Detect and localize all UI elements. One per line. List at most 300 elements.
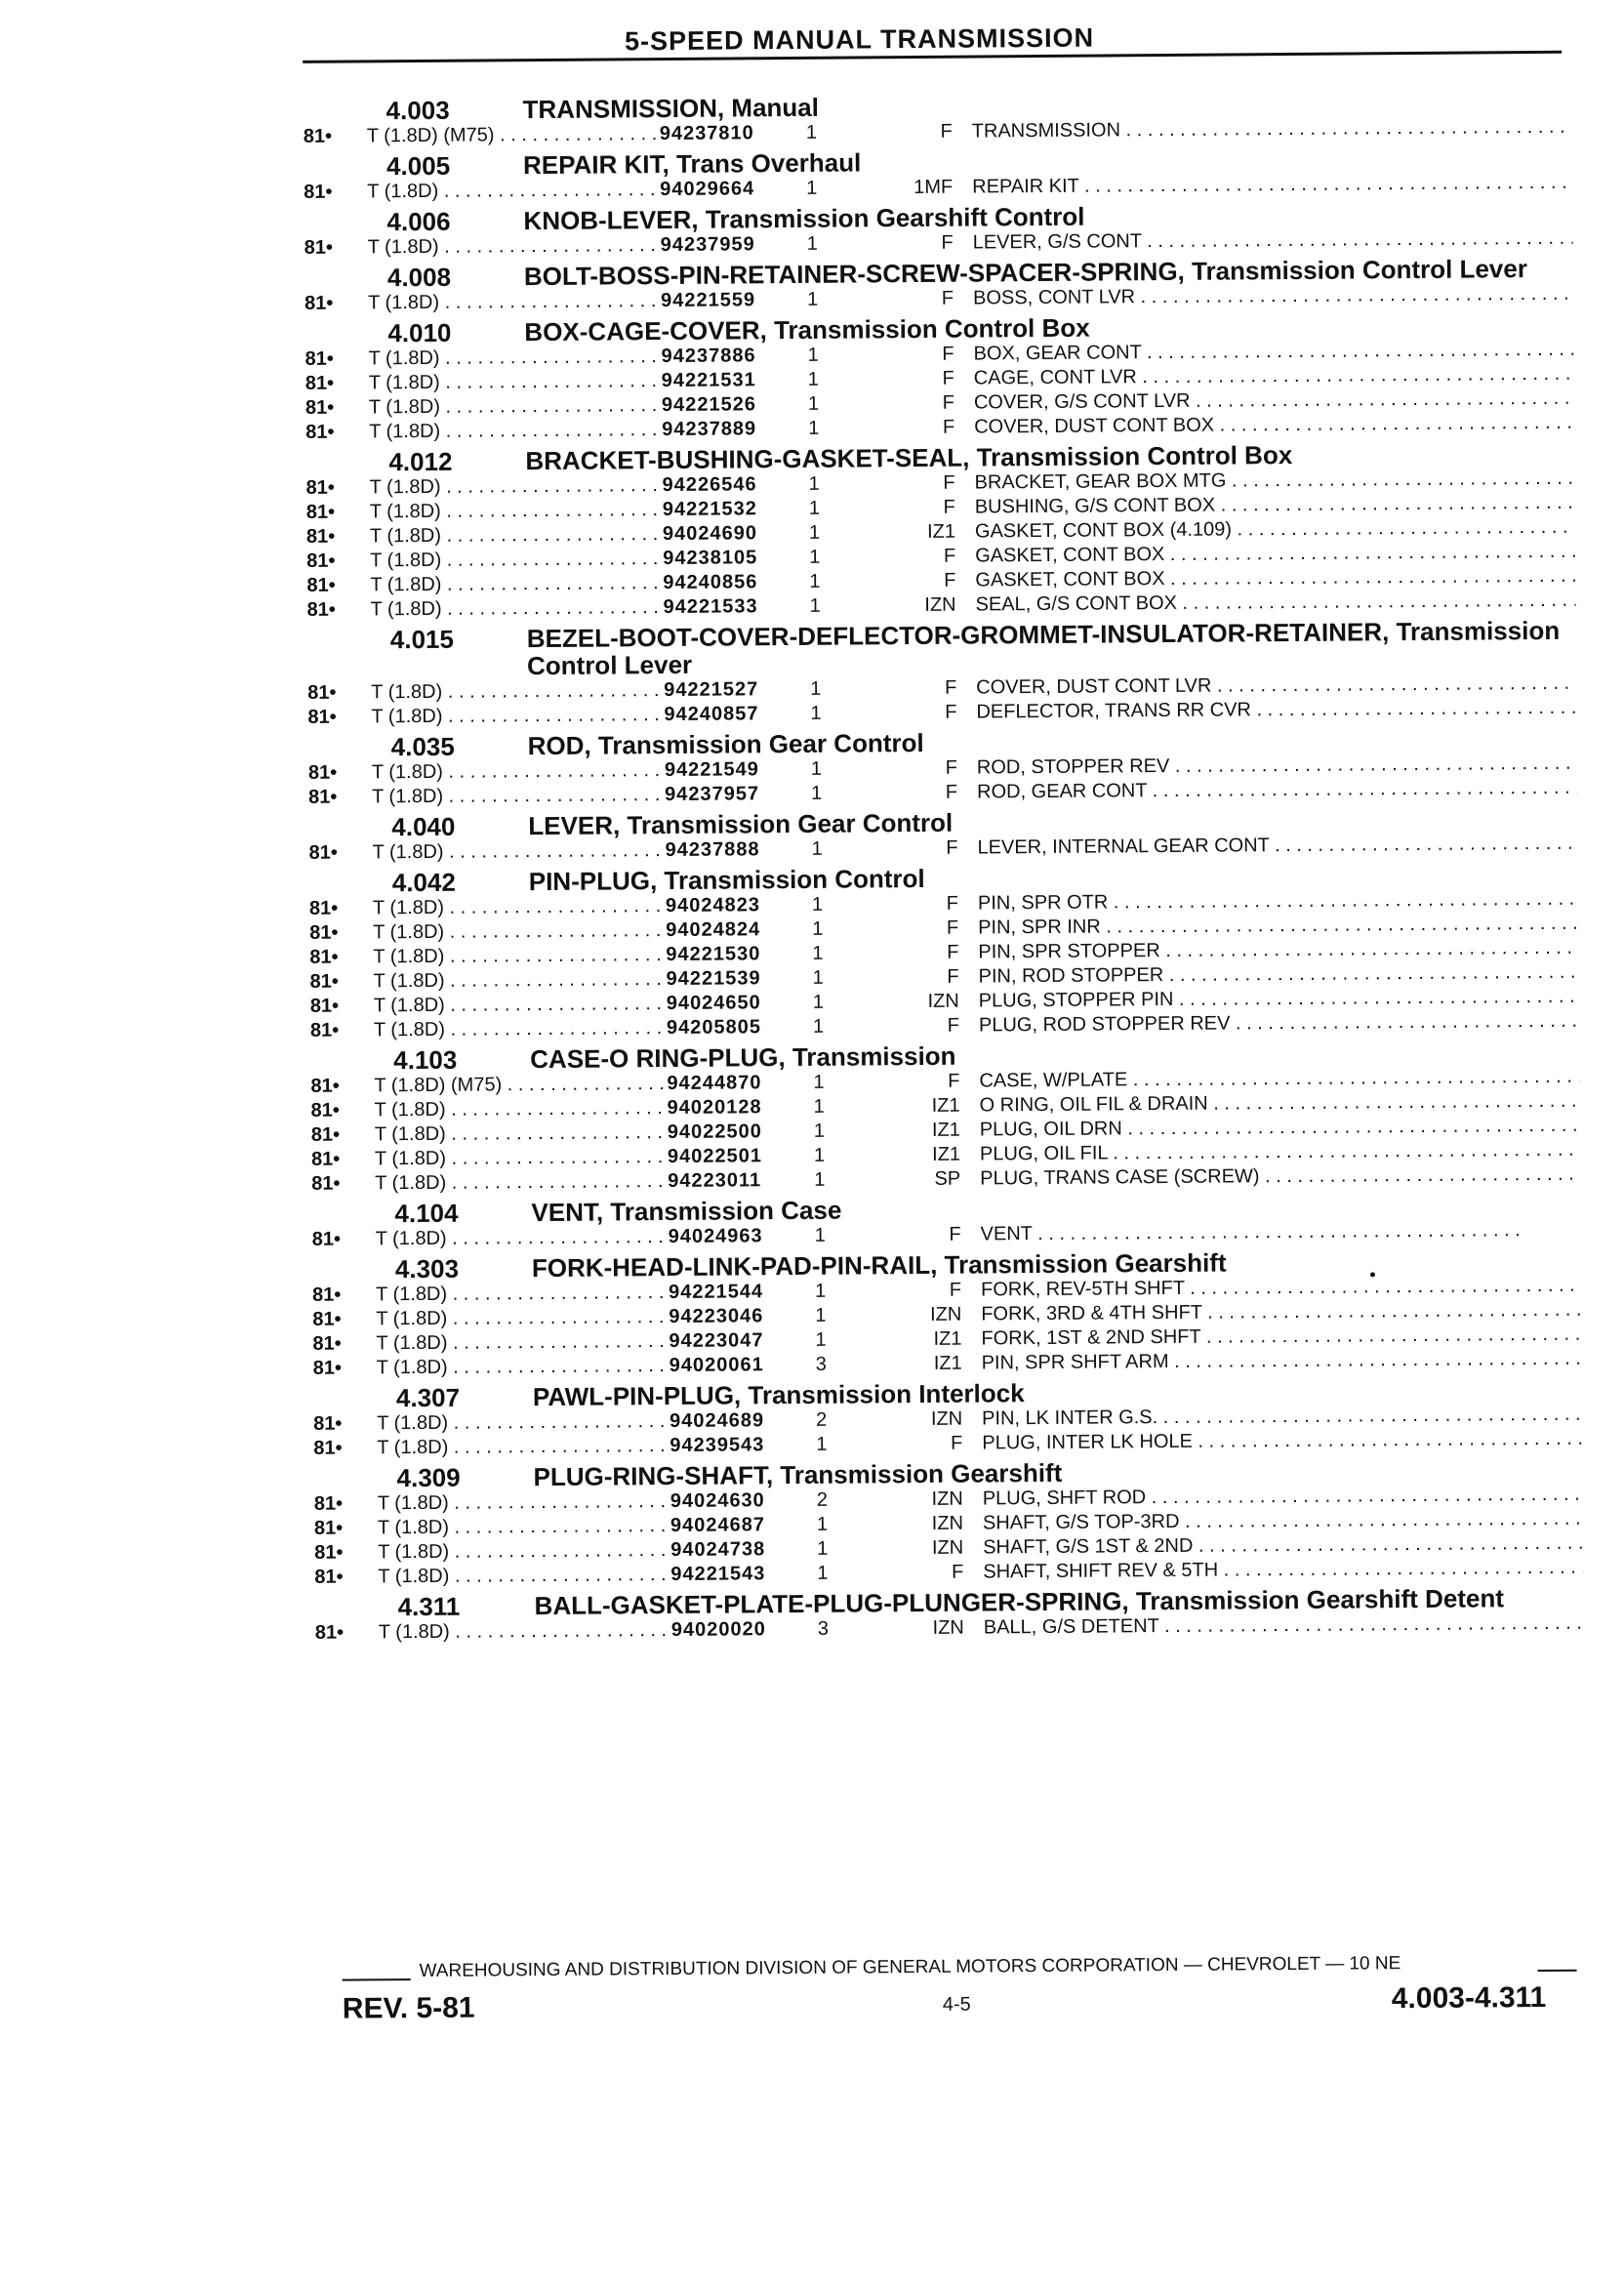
source-code: F — [941, 231, 954, 254]
model-year: 81• — [313, 1412, 343, 1435]
quantity: 1 — [807, 368, 819, 390]
source-code: IZ1 — [926, 520, 956, 543]
quantity: 1 — [816, 1433, 828, 1455]
quantity: 1 — [808, 497, 821, 519]
quantity: 1 — [811, 893, 824, 916]
model-code: T (1.8D) . . . — [370, 473, 663, 500]
part-description: VENT . . . — [981, 1218, 1581, 1247]
model-year: 81• — [306, 598, 336, 621]
section-title: LEVER, Transmission Gear Control — [528, 807, 954, 841]
catalog-section — [304, 143, 1572, 205]
part-number: 94024650 — [666, 992, 761, 1015]
model-code: T (1.8D) . . . — [375, 1096, 668, 1122]
model-code: T (1.8D) . . . — [378, 1489, 670, 1516]
section-number: 4.008 — [386, 262, 452, 293]
model-year: 81• — [312, 1308, 342, 1330]
quantity: 1 — [809, 546, 821, 568]
source-code: IZN — [927, 990, 959, 1012]
model-year: 81• — [310, 1148, 341, 1170]
part-description: PLUG, SHFT ROD . . . — [983, 1483, 1583, 1512]
catalog-section — [307, 617, 1577, 730]
section-title: BOLT-BOSS-PIN-RETAINER-SCREW-SPACER-SPRING, Transmission Control Lever — [523, 254, 1528, 292]
catalog-section — [304, 310, 1574, 445]
parts-list — [303, 84, 1583, 1646]
part-number: 94024823 — [665, 894, 761, 917]
part-number: 94221527 — [664, 678, 759, 702]
section-number: 4.042 — [391, 867, 456, 898]
section-number: 4.015 — [389, 624, 455, 655]
section-number: 4.303 — [394, 1253, 460, 1284]
model-code: T (1.8D) . . . — [378, 1563, 670, 1589]
catalog-section — [308, 804, 1577, 866]
part-number: 94244870 — [667, 1072, 762, 1095]
model-year: 81• — [309, 995, 340, 1017]
catalog-section — [310, 1038, 1580, 1197]
model-code: T (1.8D) . . . — [370, 547, 663, 573]
model-code: T (1.8D) . . . — [369, 418, 662, 444]
footer-rule-right — [1538, 1970, 1577, 1972]
part-number: 94205805 — [666, 1016, 762, 1039]
part-number: 94237886 — [661, 345, 756, 368]
catalog-section — [312, 1246, 1582, 1381]
part-number: 94223047 — [669, 1329, 764, 1353]
part-number: 94024738 — [670, 1538, 766, 1562]
section-title: ROD, Transmission Gear Control — [527, 727, 924, 761]
model-code: T (1.8D) . . . — [378, 1514, 670, 1540]
quantity: 1 — [811, 837, 823, 860]
section-number: 4.035 — [390, 731, 455, 762]
model-code: T (1.8D) . . . — [373, 967, 666, 994]
source-code: F — [945, 701, 957, 723]
section-title: PLUG-RING-SHAFT, Transmission Gearshift — [533, 1457, 1063, 1492]
part-description: COVER, G/S CONT LVR . . . — [974, 387, 1574, 416]
model-code: T (1.8D) . . . — [372, 838, 665, 865]
stray-mark — [1370, 1272, 1375, 1277]
model-year: 81• — [308, 897, 339, 919]
quantity: 1 — [813, 1144, 826, 1166]
part-number: 94020061 — [669, 1354, 764, 1377]
part-description: ROD, GEAR CONT . . . — [977, 776, 1577, 805]
part-number: 94240856 — [663, 571, 758, 594]
part-number: 94221549 — [664, 758, 759, 782]
section-title: CASE-O RING-PLUG, Transmission — [530, 1040, 956, 1075]
page-title: 5-SPEED MANUAL TRANSMISSION — [624, 22, 1095, 57]
model-code: T (1.8D) . . . — [373, 943, 666, 969]
footer-text: WAREHOUSING AND DISTRIBUTION DIVISION OF GENERAL MOTORS CORPORATION — CHEVROLET — 10 NE — [419, 1953, 1401, 1982]
model-year: 81• — [307, 706, 337, 728]
part-number: 94022501 — [667, 1145, 763, 1168]
source-code: F — [951, 1432, 963, 1454]
model-year: 81• — [309, 946, 339, 968]
quantity: 1 — [813, 1120, 826, 1142]
model-code: T (1.8D) . . . — [373, 918, 666, 945]
model-code: T (1.8D) . . . — [367, 178, 660, 204]
model-code: T (1.8D) . . . — [376, 1281, 669, 1307]
part-number: 94221526 — [661, 393, 757, 417]
model-year: 81• — [304, 292, 334, 314]
model-year: 81• — [306, 574, 336, 596]
catalog-section — [315, 1584, 1584, 1646]
part-description: PLUG, OIL FIL . . . — [980, 1138, 1580, 1167]
source-code: IZN — [930, 1407, 963, 1430]
model-code: T (1.8D) . . . — [370, 522, 663, 549]
part-number: 94239543 — [670, 1434, 765, 1457]
section-number: 4.012 — [388, 446, 453, 477]
catalog-section — [308, 724, 1578, 810]
part-description: FORK, 3RD & 4TH SHFT . . . — [981, 1298, 1581, 1327]
part-description: GASKET, CONT BOX . . . — [975, 540, 1575, 569]
model-code: T (1.8D) . . . — [377, 1354, 670, 1380]
part-number: 94221533 — [663, 595, 758, 619]
source-code: 1MF — [914, 176, 954, 199]
part-number: 94221539 — [666, 967, 761, 991]
model-year: 81• — [303, 125, 333, 147]
source-code: IZN — [931, 1536, 964, 1559]
model-code: T (1.8D) . . . — [374, 992, 667, 1018]
model-year: 81• — [314, 1621, 345, 1644]
part-description: ROD, STOPPER REV . . . — [977, 752, 1577, 781]
quantity: 1 — [805, 121, 817, 143]
model-year: 81• — [304, 372, 335, 394]
quantity: 1 — [815, 1280, 827, 1302]
section-title: TRANSMISSION, Manual — [522, 92, 820, 125]
source-code: F — [949, 1279, 962, 1301]
part-description: SEAL, G/S CONT BOX . . . — [975, 589, 1575, 618]
part-description: TRANSMISSION . . . — [972, 115, 1572, 144]
source-code: IZ1 — [933, 1352, 962, 1374]
model-code: T (1.8D) . . . — [372, 758, 665, 785]
section-title: BOX-CAGE-COVER, Transmission Control Box — [524, 312, 1090, 347]
quantity: 1 — [812, 942, 824, 964]
section-number: 4.040 — [391, 811, 456, 842]
model-year: 81• — [312, 1357, 343, 1379]
quantity: 1 — [812, 1015, 825, 1038]
part-description: FORK, REV-5TH SHFT . . . — [981, 1274, 1581, 1303]
catalog-section — [309, 860, 1579, 1043]
source-code: F — [944, 676, 957, 699]
source-code: F — [952, 1561, 964, 1583]
part-number: 94221532 — [662, 498, 757, 521]
quantity: 1 — [813, 1071, 825, 1093]
part-description: LEVER, INTERNAL GEAR CONT . . . — [977, 832, 1577, 861]
part-description: PLUG, INTER LK HOLE . . . — [982, 1427, 1582, 1456]
catalog-section — [304, 255, 1573, 316]
model-year: 81• — [304, 181, 333, 203]
part-number: 94237959 — [660, 233, 755, 257]
part-description: PIN, SPR INR . . . — [978, 912, 1578, 941]
part-description: SHAFT, SHIFT REV & 5TH . . . — [983, 1556, 1583, 1585]
model-year: 81• — [310, 1099, 340, 1121]
part-description: REPAIR KIT . . . — [972, 171, 1572, 200]
model-year: 81• — [313, 1492, 344, 1515]
part-number: 94221543 — [670, 1563, 766, 1586]
part-description: COVER, DUST CONT LVR . . . — [976, 672, 1576, 701]
quantity: 1 — [812, 966, 824, 989]
source-code: F — [945, 781, 958, 803]
part-description: BALL, G/S DETENT . . . — [984, 1611, 1584, 1641]
source-code: IZN — [932, 1616, 964, 1639]
part-number: 94223011 — [668, 1169, 762, 1193]
source-code: F — [946, 836, 958, 859]
quantity: 1 — [809, 570, 821, 592]
catalog-section — [313, 1375, 1583, 1461]
model-year: 81• — [304, 347, 334, 370]
part-number: 94020020 — [670, 1618, 766, 1642]
model-year: 81• — [304, 236, 334, 259]
section-title: KNOB-LEVER, Transmission Gearshift Control — [523, 201, 1085, 236]
part-number: 94221544 — [669, 1281, 764, 1304]
source-code: F — [942, 391, 955, 414]
part-number: 94237889 — [662, 418, 757, 441]
source-code: F — [943, 471, 955, 494]
model-year: 81• — [305, 421, 335, 443]
part-description: BOX, GEAR CONT . . . — [973, 338, 1573, 367]
section-heading — [307, 617, 1576, 681]
model-year: 81• — [307, 761, 338, 784]
catalog-section — [303, 88, 1571, 149]
model-year: 81• — [305, 476, 335, 499]
source-code: SP — [934, 1167, 961, 1190]
source-code: IZN — [931, 1512, 964, 1534]
quantity: 1 — [813, 1095, 825, 1118]
section-title: BRACKET-BUSHING-GASKET-SEAL, Transmission Control Box — [525, 439, 1293, 476]
model-year: 81• — [312, 1332, 342, 1355]
quantity: 1 — [806, 177, 818, 199]
part-description: CAGE, CONT LVR . . . — [974, 362, 1574, 391]
quantity: 3 — [817, 1617, 830, 1640]
model-year: 81• — [308, 786, 338, 808]
part-number: 94237810 — [659, 122, 754, 145]
model-code: T (1.8D) . . . — [377, 1409, 670, 1436]
part-number: 94029664 — [660, 178, 755, 201]
source-code: IZ1 — [931, 1119, 960, 1141]
part-description: PLUG, OIL DRN . . . — [980, 1114, 1580, 1143]
quantity: 1 — [814, 1224, 826, 1246]
model-code: T (1.8D) . . . — [374, 1016, 667, 1042]
model-code: T (1.8D) . . . — [370, 498, 663, 524]
quantity: 3 — [815, 1353, 827, 1375]
source-code: F — [944, 569, 956, 591]
part-description: O RING, OIL FIL & DRAIN . . . — [980, 1089, 1580, 1119]
part-number: 94221531 — [661, 369, 756, 392]
source-code: F — [946, 892, 959, 915]
source-code: IZN — [929, 1303, 962, 1325]
part-number: 94237957 — [665, 783, 760, 806]
part-description: PLUG, TRANS CASE (SCREW) . . . — [980, 1162, 1580, 1192]
model-year: 81• — [310, 1075, 340, 1097]
quantity: 1 — [807, 392, 820, 415]
quantity: 1 — [815, 1328, 827, 1351]
source-code: F — [940, 120, 953, 143]
part-number: 94238105 — [663, 547, 758, 570]
model-year: 81• — [309, 921, 339, 944]
model-code: T (1.8D) . . . — [376, 1329, 669, 1356]
model-code: T (1.8D) . . . — [370, 595, 663, 622]
quantity: 1 — [816, 1513, 829, 1535]
model-year: 81• — [305, 501, 336, 523]
part-number: 94024689 — [670, 1409, 765, 1433]
part-description: BOSS, CONT LVR . . . — [973, 282, 1573, 311]
part-number: 94024824 — [666, 918, 761, 942]
part-description: SHAFT, G/S TOP-3RD . . . — [983, 1507, 1583, 1536]
model-year: 81• — [311, 1228, 341, 1250]
part-description: PIN, SPR STOPPER . . . — [978, 936, 1578, 965]
model-code: T (1.8D) . . . — [376, 1305, 669, 1331]
quantity: 1 — [807, 344, 819, 366]
model-code: T (1.8D) . . . — [373, 894, 666, 920]
model-code: T (1.8D) . . . — [368, 233, 661, 260]
model-year: 81• — [307, 681, 337, 704]
section-title: BALL-GASKET-PLATE-PLUG-PLUNGER-SPRING, Transmission Gearshift Detent — [534, 1583, 1505, 1621]
section-title: PAWL-PIN-PLUG, Transmission Interlock — [532, 1378, 1025, 1412]
model-year: 81• — [314, 1566, 344, 1588]
source-code: IZ1 — [931, 1094, 960, 1117]
quantity: 1 — [810, 782, 823, 804]
quantity: 1 — [812, 917, 824, 940]
model-code: T (1.8D) (M75) . . . — [367, 122, 660, 148]
model-code: T (1.8D) . . . — [368, 345, 661, 371]
part-number: 94024690 — [662, 522, 758, 546]
model-year: 81• — [306, 550, 336, 572]
model-code: T (1.8D) . . . — [375, 1145, 668, 1171]
part-description: DEFLECTOR, TRANS RR CVR . . . — [976, 696, 1576, 725]
part-number: 94020128 — [667, 1096, 762, 1120]
section-title: FORK-HEAD-LINK-PAD-PIN-RAIL, Transmission Gearshift — [531, 1247, 1227, 1284]
source-code: F — [948, 1070, 960, 1092]
part-number: 94022500 — [667, 1121, 762, 1144]
model-code: T (1.8D) . . . — [372, 783, 665, 809]
catalog-section — [311, 1191, 1580, 1252]
catalog-section — [304, 199, 1572, 261]
model-year: 81• — [305, 525, 336, 548]
part-number: 94024963 — [668, 1225, 763, 1248]
revision-label: REV. 5-81 — [342, 1991, 475, 2025]
part-description: LEVER, G/S CONT . . . — [973, 226, 1573, 256]
section-title: BEZEL-BOOT-COVER-DEFLECTOR-GROMMET-INSULATOR-RETAINER, Transmission Control Lever — [526, 615, 1561, 681]
part-description: GASKET, CONT BOX . . . — [975, 564, 1575, 593]
section-number: 4.104 — [394, 1198, 459, 1229]
model-year: 81• — [309, 1019, 340, 1041]
source-code: F — [943, 496, 955, 518]
section-number: 4.309 — [396, 1462, 461, 1493]
section-number: 4.010 — [387, 317, 452, 348]
part-number: 94024687 — [670, 1514, 766, 1537]
catalog-section — [313, 1455, 1583, 1590]
section-number: 4.307 — [395, 1382, 461, 1413]
source-code: IZN — [931, 1487, 963, 1510]
source-code: IZ1 — [932, 1143, 961, 1165]
model-code: T (1.8D) . . . — [368, 289, 661, 315]
model-year: 81• — [310, 1123, 341, 1146]
part-description: BUSHING, G/S CONT BOX . . . — [975, 491, 1575, 520]
section-title: PIN-PLUG, Transmission Control — [528, 863, 925, 897]
quantity: 1 — [806, 232, 818, 255]
section-number: 4.311 — [397, 1591, 461, 1622]
model-year: 81• — [304, 396, 335, 419]
source-code: F — [949, 1223, 961, 1245]
section-title: REPAIR KIT, Trans Overhaul — [522, 147, 862, 181]
part-number: 94024630 — [670, 1489, 765, 1513]
model-year: 81• — [309, 970, 339, 993]
model-code: T (1.8D) . . . — [378, 1538, 670, 1565]
quantity: 1 — [810, 702, 822, 724]
quantity: 1 — [808, 417, 820, 439]
source-code: F — [942, 367, 954, 389]
model-code: T (1.8D) . . . — [379, 1618, 671, 1645]
part-description: PIN, SPR SHFT ARM . . . — [982, 1347, 1582, 1376]
source-code: F — [943, 545, 956, 567]
page-number: 4-5 — [942, 1993, 971, 2016]
model-code: T (1.8D) (M75) . . . — [374, 1072, 667, 1098]
part-description: PIN, ROD STOPPER . . . — [978, 960, 1578, 990]
part-description: BRACKET, GEAR BOX MTG . . . — [974, 467, 1574, 496]
part-number: 94221559 — [661, 289, 756, 312]
model-year: 81• — [308, 841, 338, 864]
part-number: 94237888 — [665, 838, 760, 862]
model-code: T (1.8D) . . . — [376, 1225, 669, 1251]
part-number: 94240857 — [664, 703, 759, 726]
quantity: 1 — [815, 1304, 827, 1326]
quantity: 2 — [816, 1408, 828, 1431]
source-code: IZN — [924, 593, 956, 616]
model-code: T (1.8D) . . . — [370, 571, 663, 597]
source-code: F — [941, 287, 954, 309]
source-code: F — [947, 965, 959, 988]
section-number: 4.005 — [386, 150, 451, 182]
footer-rule-left — [343, 1978, 411, 1981]
part-number: 94226546 — [662, 473, 757, 497]
model-year: 81• — [314, 1541, 344, 1564]
section-number: 4.103 — [393, 1044, 458, 1076]
part-description: COVER, DUST CONT BOX . . . — [974, 411, 1574, 440]
model-code: T (1.8D) . . . — [375, 1169, 668, 1196]
source-code: F — [947, 1014, 960, 1037]
quantity: 1 — [810, 757, 823, 780]
quantity: 1 — [810, 677, 822, 700]
source-code: F — [942, 416, 955, 438]
part-description: PLUG, STOPPER PIN . . . — [979, 985, 1579, 1014]
quantity: 1 — [817, 1562, 829, 1584]
model-code: T (1.8D) . . . — [375, 1121, 668, 1147]
model-code: T (1.8D) . . . — [371, 703, 664, 729]
part-number: 94223046 — [669, 1305, 764, 1328]
section-number: 4.003 — [386, 95, 450, 126]
quantity: 1 — [817, 1537, 829, 1560]
model-code: T (1.8D) . . . — [377, 1434, 670, 1460]
part-description: CASE, W/PLATE . . . — [979, 1065, 1579, 1094]
quantity: 1 — [814, 1168, 826, 1191]
quantity: 2 — [816, 1488, 828, 1511]
model-year: 81• — [311, 1172, 341, 1195]
model-year: 81• — [313, 1517, 344, 1539]
model-code: T (1.8D) . . . — [371, 678, 664, 705]
quantity: 1 — [812, 991, 824, 1013]
quantity: 1 — [808, 472, 820, 495]
part-description: SHAFT, G/S 1ST & 2ND . . . — [983, 1531, 1583, 1561]
model-code: T (1.8D) . . . — [369, 369, 662, 395]
source-code: F — [946, 917, 959, 939]
model-year: 81• — [312, 1284, 342, 1306]
model-code: T (1.8D) . . . — [369, 393, 662, 420]
quantity: 1 — [807, 288, 819, 310]
part-description: PIN, LK INTER G.S. . . . — [982, 1403, 1582, 1432]
section-number: 4.006 — [386, 206, 451, 237]
quantity: 1 — [809, 594, 821, 617]
part-description: FORK, 1ST & 2ND SHFT . . . — [981, 1323, 1581, 1352]
catalog-section — [305, 439, 1575, 623]
part-description: GASKET, CONT BOX (4.109) . . . — [975, 515, 1575, 545]
section-range: 4.003-4.311 — [1391, 1980, 1547, 2016]
